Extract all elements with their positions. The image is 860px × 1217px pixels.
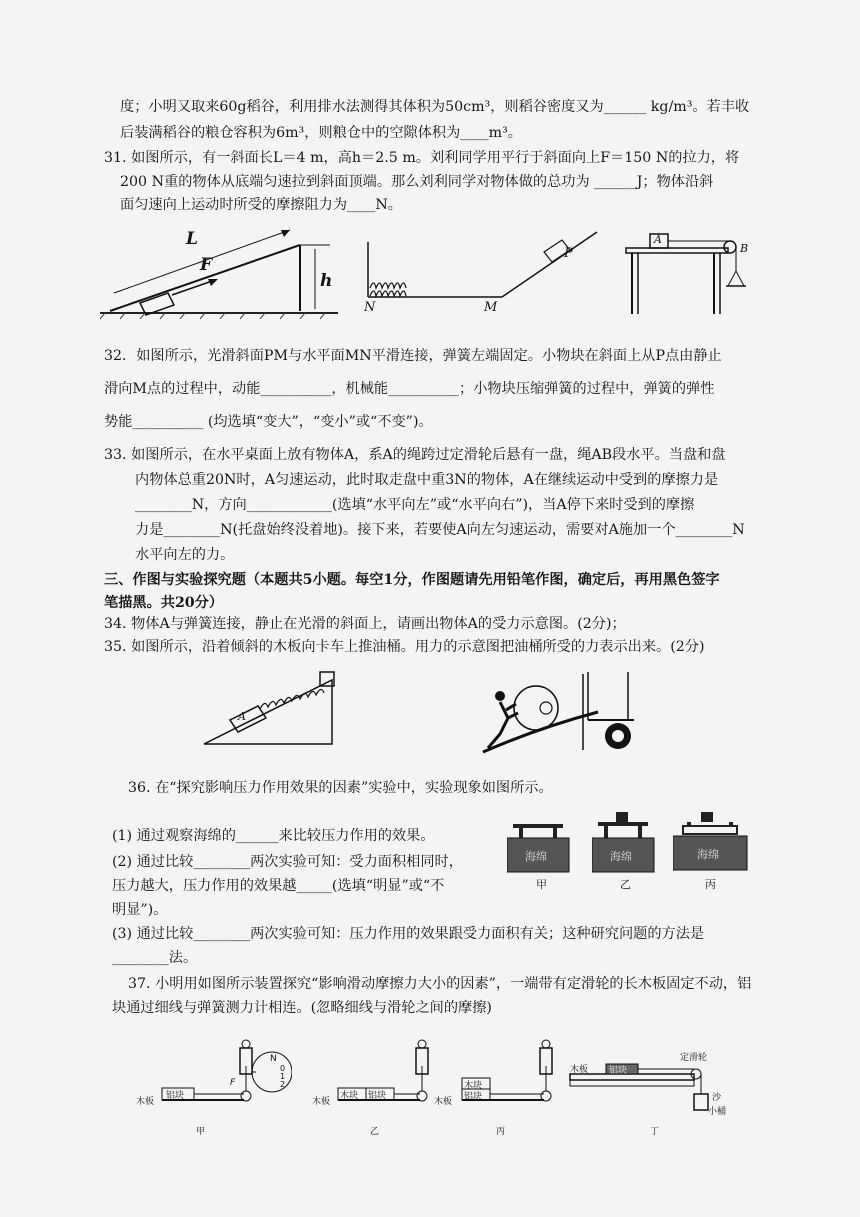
label-N-unit: N — [270, 1054, 277, 1064]
figure-sponge-bing — [673, 808, 753, 874]
figure-sponge-yi — [592, 808, 662, 874]
text-line: 200 N重的物体从底端匀速拉到斜面顶端。那么刘利同学对物体做的总功为 ______J；物体沿斜 — [120, 174, 714, 190]
section-3-heading-cont: 笔描黑。共20分） — [104, 595, 224, 611]
question-32: 32．如图所示，光滑斜面PM与水平面MN平滑连接，弹簧左端固定。小物块在斜面上从P点由静止 — [104, 348, 722, 364]
label-muban: 木板 — [434, 1097, 453, 1107]
label-dinghualun: 定滑轮 — [680, 1053, 708, 1063]
text-line: (2) 通过比较________两次实验可知：受力面积相同时， — [112, 854, 463, 870]
label-B: B — [740, 242, 749, 255]
figure-sponge-jia — [507, 818, 577, 874]
caption-bing: 丙 — [705, 878, 716, 891]
caption-jia: 甲 — [536, 878, 547, 891]
question-31: 31. 如图所示，有一斜面长L＝4 m，高h＝2.5 m。刘利同学用平行于斜面向上F＝150 N的拉力，将 — [104, 150, 740, 166]
figure-friction-jia — [132, 1036, 292, 1116]
label-mukuai: 木块 — [464, 1081, 483, 1091]
question-34: 34. 物体A与弹簧连接，静止在光滑的斜面上，请画出物体A的受力示意图。(2分)； — [104, 616, 626, 632]
label-P: P — [564, 246, 573, 261]
question-35: 35. 如图所示，沿着倾斜的木板向卡车上推油桶。用力的示意图把油桶所受的力表示出来。(2分) — [104, 639, 705, 655]
label-xiaotong: 小桶 — [708, 1107, 727, 1117]
text-line: 内物体总重20N时，A匀速运动，此时取走盘中重3N的物体，A在继续运动中受到的摩擦力是 — [135, 472, 719, 488]
text-line: 块通过细线与弹簧测力计相连。(忽略细线与滑轮之间的摩擦) — [112, 1000, 492, 1016]
label-mukuai: 木块 — [340, 1091, 359, 1101]
text-line: 势能__________ (均选填“变大”，“变小”或“不变”)。 — [104, 414, 433, 430]
label-L: L — [186, 229, 198, 249]
figure-friction-ding — [566, 1052, 736, 1122]
label-lvkuai: 铝块 — [368, 1091, 387, 1101]
scale-1: 1 — [280, 1072, 286, 1081]
question-33: 33. 如图所示，在水平桌面上放有物体A，系A的绳跨过定滑轮后悬有一盘，绳AB段水平。当盘和盘 — [104, 447, 726, 463]
text-line: 水平向左的力。 — [135, 547, 235, 563]
text-line: 后装满稻谷的粮仓容积为6m³，则粮仓中的空隙体积为____m³。 — [120, 125, 522, 141]
text-line: 力是________N(托盘始终没着地)。接下来，若要使A向左匀速运动，需要对A施加一个________N — [135, 522, 745, 538]
figure-spring-incline-34 — [200, 662, 340, 750]
label-M: M — [484, 300, 498, 315]
section-3-heading: 三、作图与实验探究题（本题共5小题。每空1分，作图题请先用铅笔作图，确定后，再用黑色签字 — [104, 572, 720, 588]
text-line: 明显”)。 — [112, 902, 168, 918]
label-lvkuai: 铝块 — [464, 1092, 483, 1102]
caption-bing: 丙 — [496, 1127, 506, 1137]
figure-truck-ramp-35 — [478, 668, 638, 756]
caption-ding: 丁 — [650, 1127, 660, 1137]
figure-table-pulley-33 — [622, 226, 752, 318]
label-muban: 木板 — [312, 1097, 331, 1107]
figure-spring-slope-32 — [362, 222, 602, 317]
sponge-label: 海绵 — [525, 850, 547, 863]
label-F-spring: F — [230, 1078, 236, 1088]
caption-yi: 乙 — [620, 878, 631, 891]
text-line: (3) 通过比较________两次实验可知：压力作用的效果跟受力面积有关；这种研究问题的方法是 — [112, 926, 705, 942]
figure-friction-yi — [308, 1036, 438, 1116]
text-line: 度；小明又取来60g稻谷，利用排水法测得其体积为50cm³，则稻谷密度又为______ kg/m³。若丰收 — [120, 99, 750, 115]
text-line: 滑向M点的过程中，动能__________，机械能__________；小物块压缩弹簧的过程中，弹簧的弹性 — [104, 381, 715, 397]
label-F: F — [200, 255, 213, 275]
label-lvkuai: 铝块 — [609, 1066, 628, 1076]
text-line: ________法。 — [112, 950, 198, 966]
label-lvkuai: 铝块 — [166, 1091, 185, 1101]
question-36: 36. 在“探究影响压力作用效果的因素”实验中，实验现象如图所示。 — [128, 780, 553, 796]
text-line: ________N，方向____________(选填“水平向左”或“水平向右”)，当A停下来时受到的摩擦 — [135, 497, 695, 513]
sponge-label: 海绵 — [610, 850, 632, 863]
label-sha: 沙 — [712, 1093, 722, 1103]
question-37: 37. 小明用如图所示装置探究“影响滑动摩擦力大小的因素”，一端带有定滑轮的长木板固定不动，铝 — [128, 976, 752, 992]
scale-2: 2 — [280, 1080, 286, 1089]
label-N: N — [364, 300, 376, 315]
figure-friction-bing — [432, 1036, 562, 1116]
figure-incline-31 — [100, 215, 340, 320]
caption-yi: 乙 — [370, 1127, 380, 1137]
text-line: 压力越大，压力作用的效果越_____(选填“明显”或“不 — [112, 878, 445, 894]
label-A: A — [654, 233, 662, 246]
label-h: h — [320, 271, 333, 291]
text-line: 面匀速向上运动时所受的摩擦阻力为____N。 — [120, 197, 402, 213]
label-A-incline: A — [238, 710, 246, 723]
label-muban: 木板 — [570, 1065, 589, 1075]
label-muban: 木板 — [136, 1097, 155, 1107]
sponge-label: 海绵 — [697, 848, 719, 861]
caption-jia: 甲 — [196, 1127, 206, 1137]
scale-0: 0 — [280, 1064, 286, 1073]
text-line: (1) 通过观察海绵的______来比较压力作用的效果。 — [112, 828, 435, 844]
